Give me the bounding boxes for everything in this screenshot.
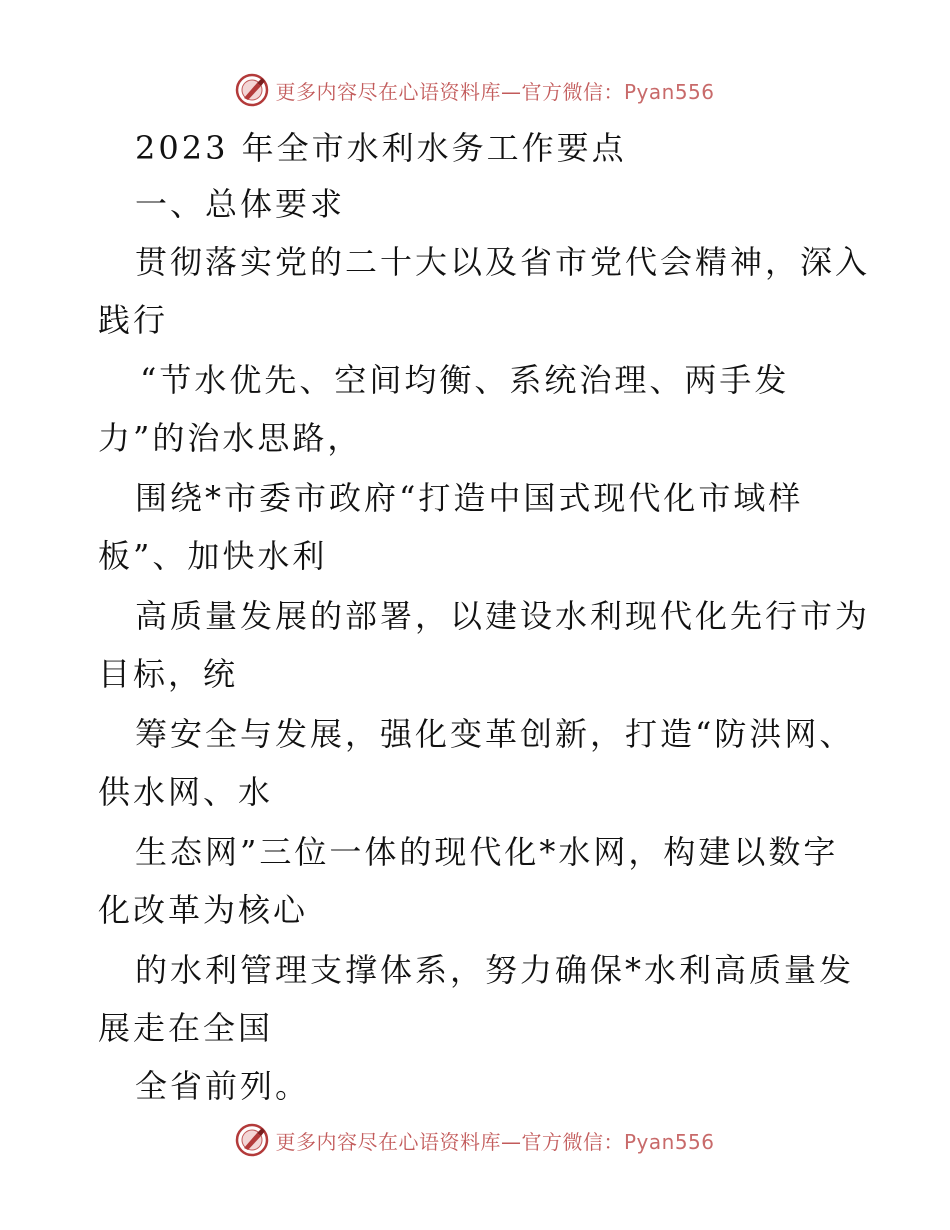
paragraph-line: 贯彻落实党的二十大以及省市党代会精神，深入 <box>135 243 871 281</box>
pen-nib-seal-icon <box>235 1123 269 1157</box>
paragraph-line: 化改革为核心 <box>98 891 309 929</box>
pen-nib-seal-icon <box>235 73 269 107</box>
watermark-footer <box>0 1120 950 1160</box>
paragraph-line: 展走在全国 <box>98 1009 274 1047</box>
paragraph-line: 目标，统 <box>98 655 239 693</box>
watermark-header <box>0 70 950 110</box>
watermark-id: Pyan556 <box>623 79 715 104</box>
watermark-text: 更多内容尽在心语资料库—官方微信：Pyan556 <box>275 1129 715 1154</box>
paragraph-line: 践行 <box>98 301 169 339</box>
section-heading: 一、总体要求 <box>135 185 346 223</box>
paragraph-line: 全省前列。 <box>135 1067 311 1105</box>
paragraph-line: 板”、加快水利 <box>98 537 328 575</box>
paragraph-line: “节水优先、空间均衡、系统治理、两手发 <box>140 361 790 399</box>
watermark-id: Pyan556 <box>623 1129 715 1154</box>
paragraph-line: 力”的治水思路， <box>98 419 363 457</box>
document-title: 2023 年全市水利水务工作要点 <box>135 129 627 167</box>
watermark-text: 更多内容尽在心语资料库—官方微信：Pyan556 <box>275 79 715 104</box>
paragraph-line: 供水网、水 <box>98 773 274 811</box>
paragraph-line: 生态网”三位一体的现代化*水网，构建以数字 <box>135 833 839 871</box>
paragraph-line: 高质量发展的部署，以建设水利现代化先行市为 <box>135 597 871 635</box>
paragraph-line: 的水利管理支撑体系，努力确保*水利高质量发 <box>135 951 855 989</box>
paragraph-line: 筹安全与发展，强化变革创新，打造“防洪网、 <box>135 715 855 753</box>
paragraph-line: 围绕*市委市政府“打造中国式现代化市域样 <box>135 479 804 517</box>
